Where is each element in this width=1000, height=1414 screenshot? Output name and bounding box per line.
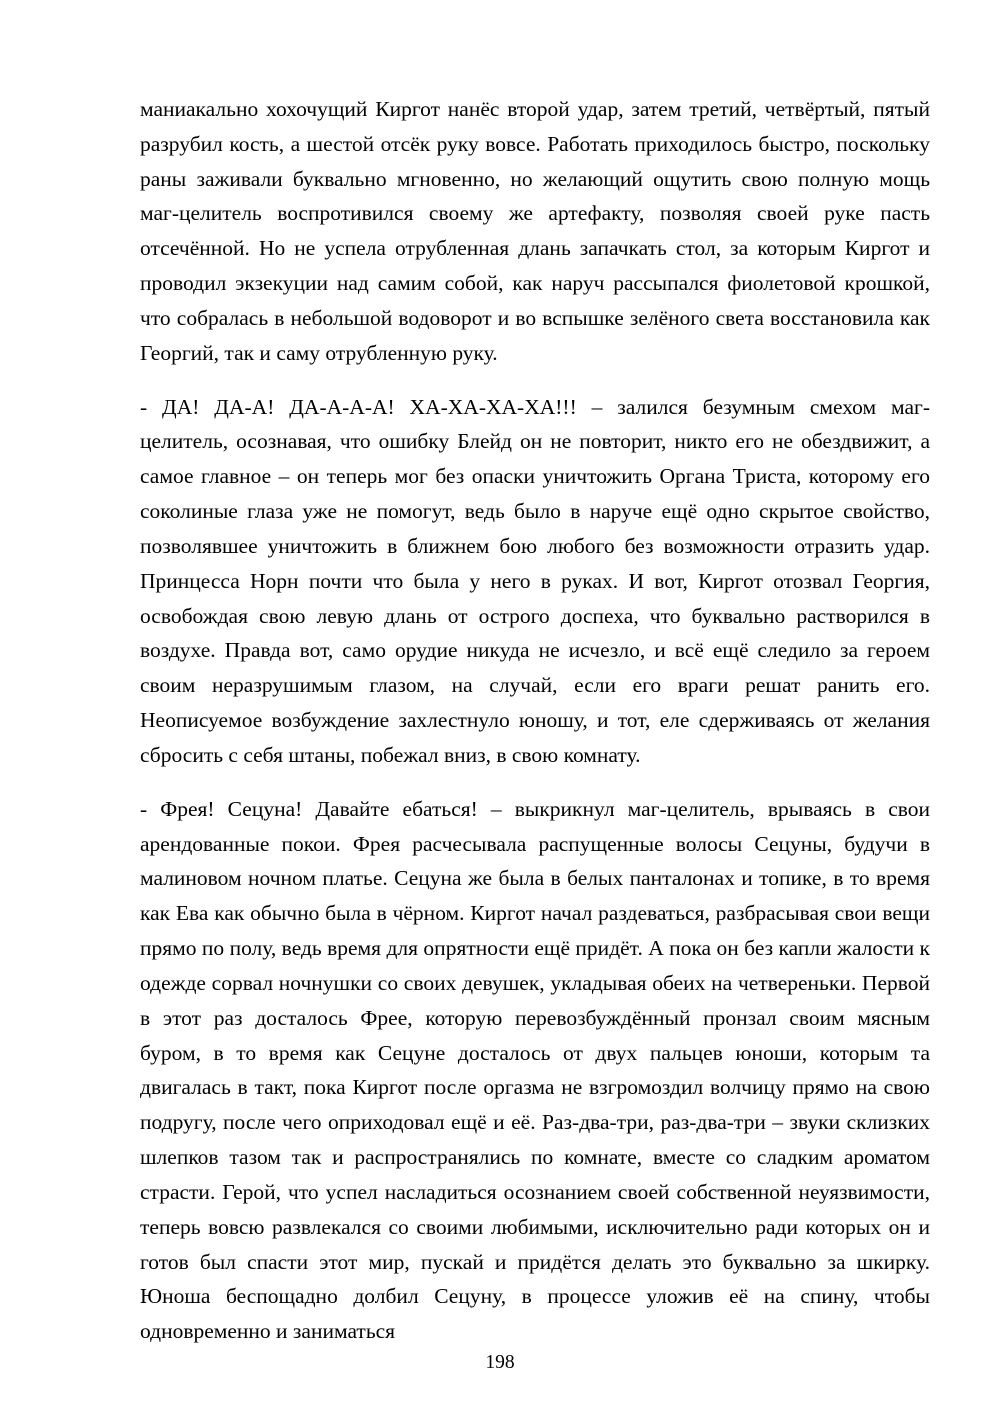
page-body (140, 92, 930, 1349)
page-number: 198 (485, 1352, 515, 1373)
paragraph: маниакально хохочущий Киргот нанёс второй удар, затем третий, четвёртый, пятый разрубил кость, а шестой отсёк руку вовсе. Работать приходилось быстро, поскольку раны заживали буквально мгновенно, но желающий ощутить свою полную мощь маг-целитель воспротивился своему же артефакту, позволяя своей руке пасть отсечённой. Но не успела отрубленная длань запачкать стол, за которым Киргот и проводил экзекуции над самим собой, как наруч рассыпался фиолетовой крошкой, что собралась в небольшой водоворот и во вспышке зелёного света восстановила как Георгий, так и саму отрубленную руку. (140, 97, 930, 365)
paragraph: - ДА! ДА-А! ДА-А-А-А! ХА-ХА-ХА-ХА!!! – залился безумным смехом маг-целитель, осознавая, что ошибку Блейд он не повторит, никто его не обездвижит, а самое главное – он теперь мог без опаски уничтожить Органа Триста, которому его соколиные глаза уже не помогут, ведь было в наруче ещё одно скрытое свойство, позволявшее уничтожить в ближнем бою любого без возможности отразить удар. Принцесса Норн почти что была у него в руках. И вот, Киргот отозвал Георгия, освобождая свою левую длань от острого доспеха, что буквально растворился в воздухе. Правда вот, само орудие никуда не исчезло, и всё ещё следило за героем своим неразрушимым глазом, на случай, если его враги решат ранить его. Неописуемое возбуждение захлестнуло юношу, и тот, еле сдерживаясь от желания сбросить с себя штаны, побежал вниз, в свою комнату. (140, 394, 930, 767)
paragraph: - Фрея! Сецуна! Давайте ебаться! – выкрикнул маг-целитель, врываясь в свои арендованные покои. Фрея расчесывала распущенные волосы Сецуны, будучи в малиновом ночном платье. Сецуна же была в белых панталонах и топике, в то время как Ева как обычно была в чёрном. Киргот начал раздеваться, разбрасывая свои вещи прямо по полу, ведь время для опрятности ещё придёт. А пока он без капли жалости к одежде сорвал ночнушки со своих девушек, укладывая обеих на четвереньки. Первой в этот раз досталось Фрее, которую перевозбуждённый пронзал своим мясным буром, в то время как Сецуне досталось от двух пальцев юноши, которым та двигалась в такт, пока Киргот после оргазма не взгромоздил волчицу прямо на свою подругу, после чего оприходовал ещё и её. Раз-два-три, раз-два-три – звуки склизких шлепков тазом так и распространялись по комнате, вместе со сладким ароматом страсти. Герой, что успел насладиться осознанием своей собственной неуязвимости, теперь вовсю развлекался со своими любимыми, исключительно ради которых он и готов был спасти этот мир, пускай и придётся делать это буквально за шкирку. Юноша беспощадно долбил Сецуну, в процессе уложив её на спину, чтобы одновременно и заниматься (140, 796, 930, 1344)
